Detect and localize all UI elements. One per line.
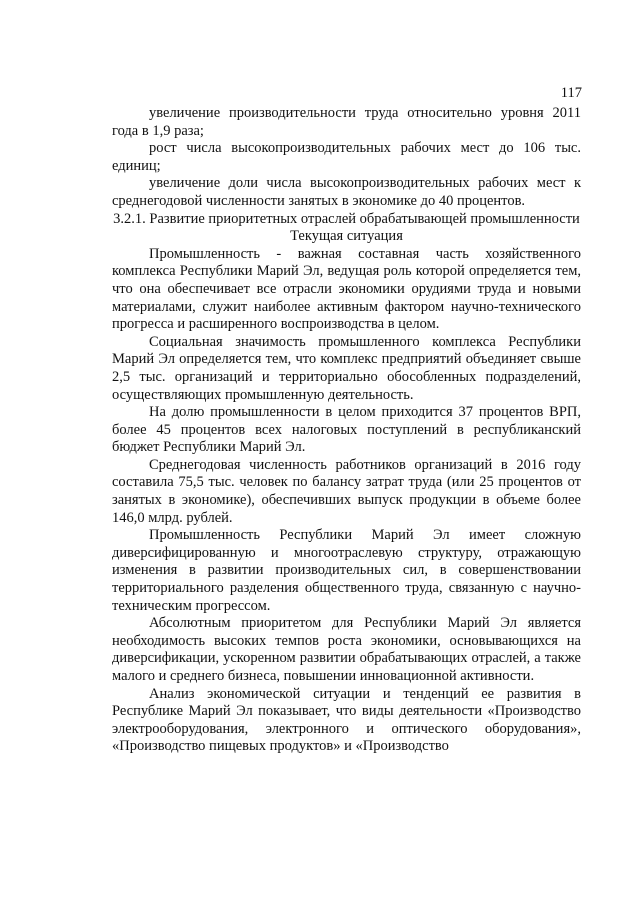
document-body bbox=[112, 105, 581, 756]
list-item: рост числа высокопроизводительных рабочих мест до 106 тыс. единиц; bbox=[112, 140, 581, 174]
list-item: увеличение производительности труда относительно уровня 2011 года в 1,9 раза; bbox=[112, 105, 581, 139]
paragraph: Промышленность Республики Марий Эл имеет сложную диверсифицированную и многоотраслевую структуру, отражающую изменения в развитии производительных сил, в совершенствовании территориального разделения общественного труда, связанную с научно-техническим прогрессом. bbox=[112, 527, 581, 614]
paragraph: Абсолютным приоритетом для Республики Марий Эл является необходимость высоких темпов роста экономики, основывающихся на диверсификации, ускоренном развитии обрабатывающих отраслей, а также малого и среднего бизнеса, повышении инновационной активности. bbox=[112, 615, 581, 684]
section-heading: 3.2.1. Развитие приоритетных отраслей обрабатывающей промышленности bbox=[113, 210, 580, 227]
list-item: увеличение доли числа высокопроизводительных рабочих мест к среднегодовой численности занятых в экономике до 40 процентов. bbox=[112, 175, 581, 209]
paragraph: Социальная значимость промышленного комплекса Республики Марий Эл определяется тем, что комплекс предприятий объединяет свыше 2,5 тыс. организаций и территориально обособленных подразделений, осуществляющих промышленную деятельность. bbox=[112, 333, 581, 403]
paragraph: На долю промышленности в целом приходится 37 процентов ВРП, более 45 процентов всех налоговых поступлений в республиканский бюджет Республики Марий Эл. bbox=[112, 404, 581, 456]
subheading: Текущая ситуация bbox=[290, 228, 403, 245]
paragraph: Анализ экономической ситуации и тенденций ее развития в Республике Марий Эл показывает, что виды деятельности «Производство электрооборудования, электронного и оптического оборудования», «Производство пищевых продуктов» и «Производство bbox=[112, 685, 581, 755]
page-number: 117 bbox=[560, 85, 582, 101]
paragraph: Промышленность - важная составная часть хозяйственного комплекса Республики Марий Эл, ведущая роль которой определяется тем, что она обеспечивает все отрасли экономики орудиями труда и новыми материалами, служит наиболее активным фактором научно-технического прогресса и расширенного воспроизводства в целом. bbox=[112, 245, 581, 333]
paragraph: Среднегодовая численность работников организаций в 2016 году составила 75,5 тыс. человек по балансу затрат труда (или 25 процентов от занятых в экономике), обеспечивших выпуск продукции в объеме более 146,0 млрд. рублей. bbox=[112, 456, 581, 526]
